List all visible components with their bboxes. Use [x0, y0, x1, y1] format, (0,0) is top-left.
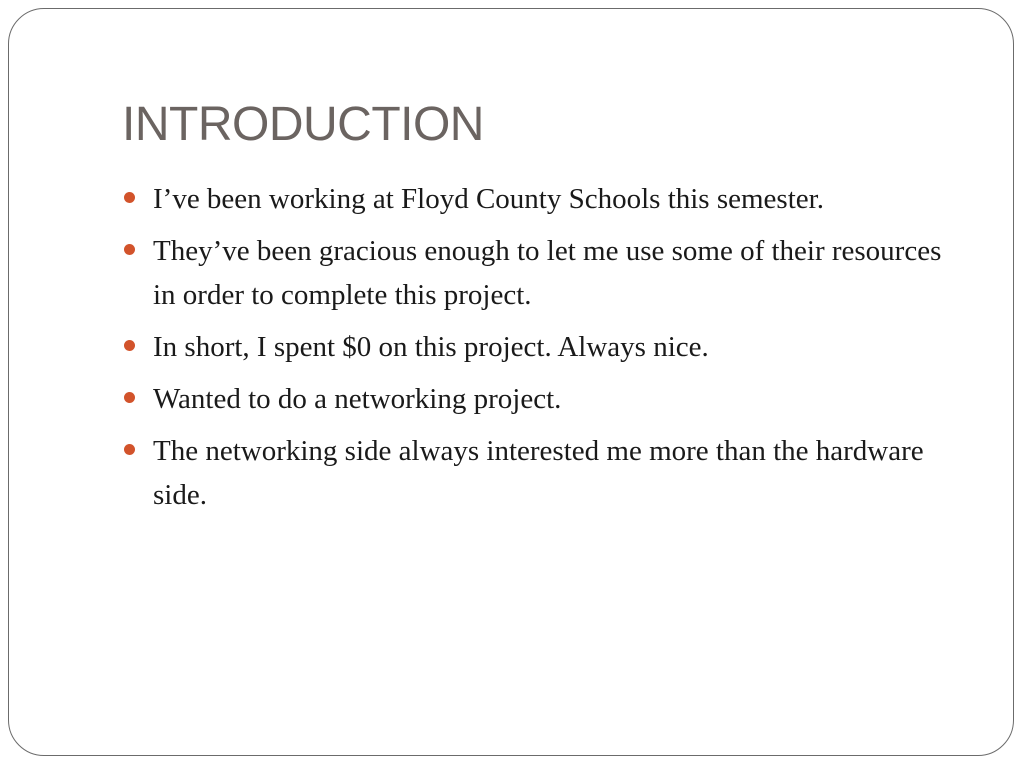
bullet-text: They’ve been gracious enough to let me use some of their resources in order to complete this project. — [153, 235, 942, 311]
bullet-dot-icon — [124, 340, 135, 351]
slide-frame — [8, 8, 1014, 756]
slide-title: INTRODUCTION — [122, 98, 484, 151]
bullet-dot-icon — [124, 444, 135, 455]
bullet-dot-icon — [124, 192, 135, 203]
bullet-text: The networking side always interested me more than the hardware side. — [153, 435, 924, 511]
bullet-item — [153, 325, 943, 369]
bullet-list — [153, 177, 943, 525]
bullet-text: In short, I spent $0 on this project. Always nice. — [153, 331, 709, 363]
bullet-item — [153, 429, 943, 517]
bullet-item — [153, 177, 943, 221]
bullet-item — [153, 377, 943, 421]
bullet-dot-icon — [124, 392, 135, 403]
bullet-text: Wanted to do a networking project. — [153, 383, 562, 415]
bullet-dot-icon — [124, 244, 135, 255]
bullet-text: I’ve been working at Floyd County Schools this semester. — [153, 183, 824, 215]
bullet-item — [153, 229, 943, 317]
